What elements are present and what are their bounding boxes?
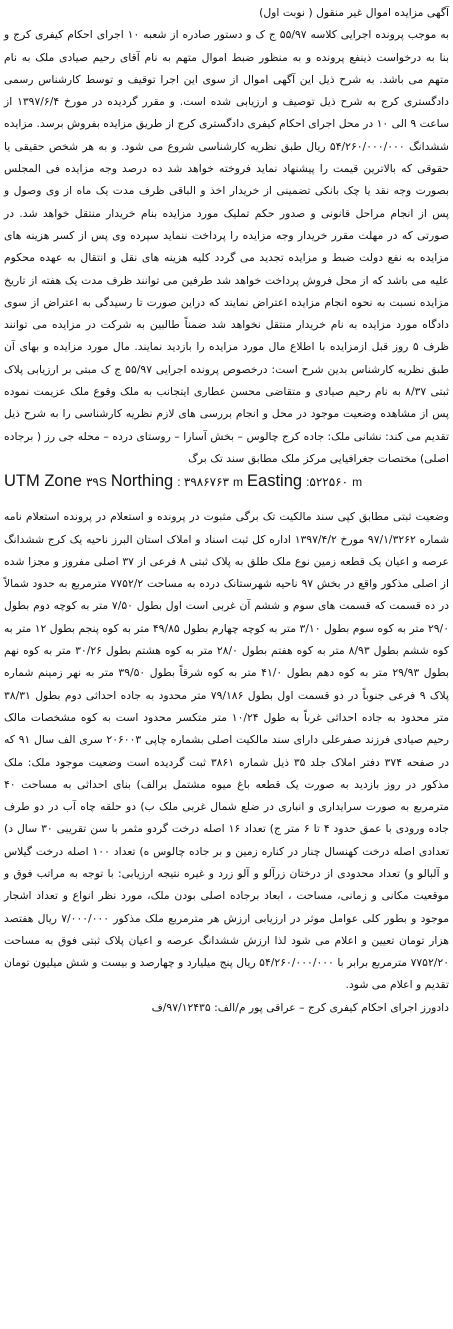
utm-zone-label: UTM Zone: [4, 472, 82, 491]
utm-zone-value: ۳۹S: [85, 475, 107, 490]
notice-footer: [4, 997, 449, 1019]
utm-easting-unit: m: [352, 475, 363, 490]
notice-body-block: [4, 506, 449, 997]
utm-northing-value: : ۳۹۸۶۷۶۳: [177, 475, 230, 490]
notice-intro-block: [4, 2, 449, 470]
notice-title: آگهی مزایده اموال غیر منقول ( نوبت اول): [259, 6, 449, 19]
notice-body-text: وضعیت ثبتی مطابق کپی سند مالکیت تک برگی مثبوت در پرونده و استعلام در پرونده استعلام نامه شماره ۹۷/۱/۳۲۶۲ مورخ ۱۳۹۷/۴/۲ اداره کل ثبت اسناد و املاک استان البرز ناحیه یک کرج ششدانگ عرصه و اعیان یک قطعه زمین نوع ملک طلق به پلاک ثبتی ۸ فرعی از ۳۷ اصلی مفروز و مجزا شده از اصلی مذکور واقع در بخش ۹۷ ناحیه شهرستانک درده به مساحت ۷۷۵۲/۲ مترمربع به حدود شمالاً در ده قسمت که قسمت های سوم و ششم آن غربی است اول بطول ۷/۵۰ متر به کوچه دوم بطول ۲۹/۰ متر به کوه سوم بطول ۳/۱۰ متر به کوچه چهارم بطول ۴۹/۸۵ متر به کوه پنجم بطول ۱۲ متر به کوه ششم بطول ۸/۹۳ متر به کوه هفتم بطول ۲۸/۰ متر به کوه هشتم بطول ۳۰/۲۶ متر به کوه نهم بطول ۲۹/۹۳ متر به کوه دهم بطول ۴۱/۰ متر به کوه شرقاً بطول ۳۹/۵۰ متر به نهر زمینم شماره پلاک ۹ فرعی جنوباً در دو قسمت اول بطول ۷۹/۱۸۶ متر محدود به جاده احداثی دوم بطول ۳۸/۳۱ متر محدود به جاده احداثی غرباً به طول ۱۰/۲۴ متر متکسر محدود است به کوه مشخصات مالک رحیم صیادی فرزند صفرعلی دارای سند مالکیت اصلی بشماره چاپی ۲۰۶۰۰۳ سری الف سال ۹۱ که در صفحه ۳۷۴ دفتر املاک جلد ۳۵ ذیل شماره ۳۸۶۱ ثبت گردیده است وضعیت موجود ملک: ملک مذکور در روز بازدید به صورت یک قطعه باغ میوه مشتمل برالف) بنای احداثی به مساحت ۴۰ مترمربع به صورت سرایداری و انباری در ضلع شمال غربی ملک ب) دو حلقه چاه آب در دو طرف جاده ورودی با عمق حدود ۴ تا ۶ متر ج) تعداد ۱۶ اصله درخت گردو مثمر با سن تقریبی ۳۰ سال د) تعدادی اصله درخت کهنسال چنار در کناره زمین و بر جاده چالوس ه) تعداد ۱۰۰ اصله درخت گیلاس و آلبالو و) تعداد محدودی از درختان زرآلو و آلو زرد و غیره نتیجه ارزیابی: با توجه به مراتب فوق و موقعیت مکانی و زمانی، مساحت ، ابعاد برجاده اصلی بودن ملک، مورد نظر انواع و تعداد اشجار موجود و بطور کلی عوامل موثر در ارزیابی ارزش هر مترمربع ملک مذکور ۷/۰۰۰/۰۰۰ ریال هفتصد هزار تومان تعیین و اعلام می شود لذا ارزش ششدانگ عرصه و اعیان پلاک ثبتی فوق به مساحت ۷۷۵۲/۲۰ مترمربع برابر با ۵۴/۲۶۰/۰۰۰/۰۰۰ ریال پنج میلیارد و چهارصد و بیست و شش میلیون تومان تقدیم و اعلام می شود.: [4, 510, 450, 992]
utm-easting-value: :۵۲۲۵۶۰: [306, 475, 349, 490]
notice-footer-text: دادورز اجرای احکام کیفری کرج – عراقی پور م/الف: ۹۷/۱۲۴۳۵/ف: [151, 1000, 449, 1014]
utm-coordinates: [4, 472, 449, 498]
notice-intro-text: به موجب پرونده اجرایی کلاسه ۵۵/۹۷ ج ک و دستور صادره از شعبه ۱۰ اجرای احکام کیفری کرج و بنا به درخواست ذینفع پرونده و به منظور ضبط اموال متهم به نام آقای رحیم صیادی ملک به نام متهم می باشد. به شرح ذیل این آگهی اموال از سوی این اجرا توقیف و توسط کارشناس رسمی دادگستری کرج به شرح ذیل توصیف و ارزیابی شده است. و مقرر گردیده در مورخ ۱۳۹۷/۶/۴ از ساعت ۹ الی ۱۰ در محل اجرای احکام کیفری دادگستری کرج از طریق مزایده بفروش برسد. مزایده ششدانگ ۵۴/۲۶۰/۰۰۰/۰۰۰ ریال طبق نظریه کارشناسی شروع می شود. و به هر شخص حقیقی یا حقوقی که بالاترین قیمت را پیشنهاد نماید فروخته خواهد شد ده درصد وجه مزایده فی المجلس بصورت وجه نقد یا چک بانکی تضمینی از خریدار اخذ و الباقی ظرف مدت یک ماه از وی وصول و پس از انجام مراحل قانونی و صدور حکم تملیک مورد مزایده بنام خریدار منتقل خواهد شد. در صورتی که در مهلت مقرر خریدار وجه مزایده را پرداخت ننماید سپرده وی پس از کسر هزینه های مزایده به نفع دولت ضبط و مزایده تجدید می گردد کلیه هزینه های نقل و انتقال به عهده محکوم علیه می باشد که از محل فروش پرداخت خواهد شد طرفین می توانند ظرف مدت یک هفته از تاریخ مزایده نسبت به نحوه انجام مزایده اعتراض نمایند که دراین صورت تا رسیدگی به اعتراض از سوی دادگاه مورد مزایده به نام خریدار منتقل نخواهد شد ضمناً طالبین به شرکت در مزایده می توانند ظرف ۵ روز قبل ازمزایده با اطلاع مال مورد مزایده را بازدید نمایند. مال مورد مزایده و بهای آن طبق نظریه کارشناس بدین شرح است: درخصوص پرونده اجرایی ۵۵/۹۷ ج ک مبتی بر ارزیابی پلاک ثبتی ۸/۳۷ به نام رحیم صیادی و متقاضی محسن عطاری ایتجانب به ملک وقوع ملک عزیمت نموده پس از مشاهده وضعیت موجود در محل و انجام بررسی های لازم نظریه کارشناسی را به شرح ذیل تقدیم می کند: نشانی ملک: جاده کرج چالوس – بخش آسارا – روستای درده – محله جی رز ( برجاده اصلی) مختصات جغرافیایی مرکز ملک مطابق سند تک برگ: [4, 28, 450, 465]
utm-easting-label: Easting: [247, 472, 303, 491]
utm-northing-unit: m: [233, 475, 244, 490]
section-gap: [4, 498, 449, 506]
utm-northing-label: Northing: [110, 472, 174, 491]
